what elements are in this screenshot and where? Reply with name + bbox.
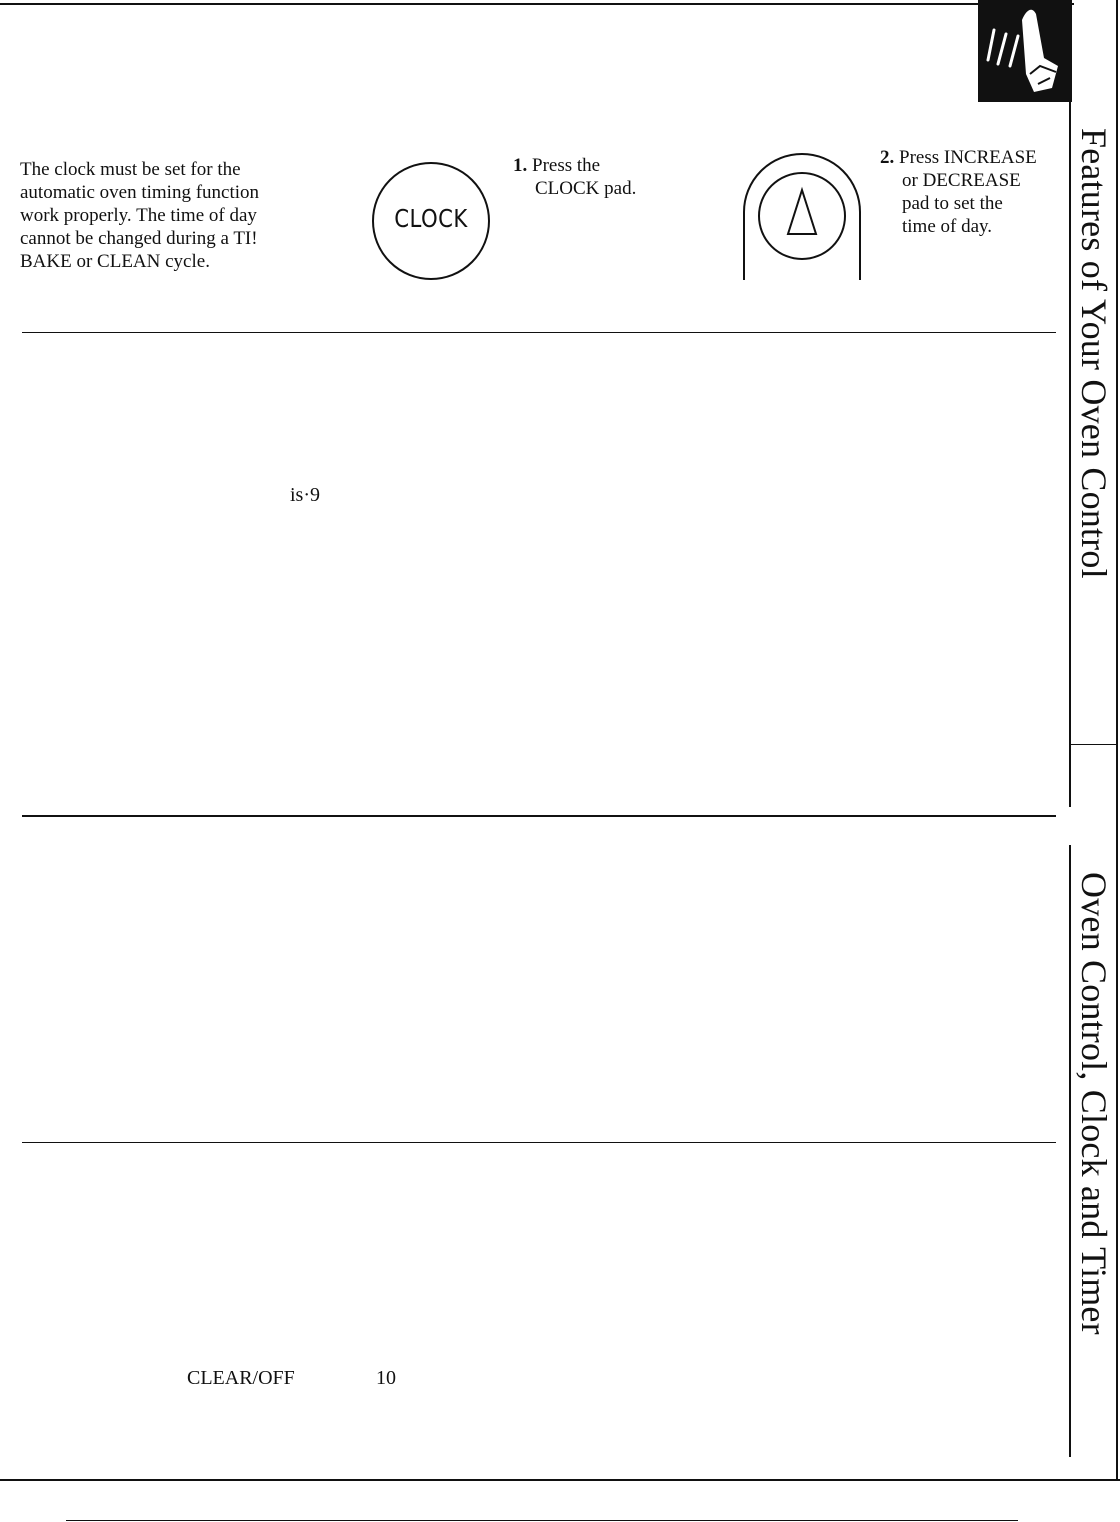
intro-line: The clock must be set for the [20,159,241,180]
step-text: CLOCK pad. [535,178,637,199]
tab-right-border [1116,0,1118,1481]
intro-paragraph [20,158,282,273]
increase-pad-illustration [740,150,864,282]
section-divider [22,1142,1056,1143]
intro-line: work properly. The time of day [20,205,257,226]
clock-pad-label: CLOCK [394,204,468,233]
hand-pressing-icon [978,0,1072,102]
clock-pad-illustration [370,160,492,282]
step-text: Press the [532,155,601,176]
text-fragment: CLEAR/OFF [187,1367,295,1389]
text-fragment: 10 [376,1367,396,1389]
tab-left-border [1069,845,1071,1457]
tab-left-border [1069,92,1071,807]
section-divider [22,815,1056,817]
section-divider [22,332,1056,333]
step-text: or DECREASE [902,170,1021,191]
bottom-border [0,1479,1120,1481]
footer-rule [66,1520,1018,1521]
tab-oven-control-clock-timer[interactable]: Oven Control, Clock and Timer [1074,872,1114,1335]
step-text: Press INCREASE [899,147,1037,168]
intro-line: cannot be changed during a TI! [20,228,258,249]
intro-line: BAKE or CLEAN cycle. [20,251,210,272]
tab-features-of-your-oven-control[interactable]: Features of Your Oven Control [1074,128,1114,579]
text-fragment: is·9 [290,484,320,506]
intro-line: automatic oven timing function [20,182,260,203]
step-number: 2. [880,147,895,168]
step-text: time of day. [902,216,993,237]
step-1 [513,154,713,200]
step-number: 1. [513,155,528,176]
step-2 [880,146,1065,238]
tab-separator [1069,744,1117,745]
top-border [0,3,1074,5]
step-text: pad to set the [902,193,1003,214]
